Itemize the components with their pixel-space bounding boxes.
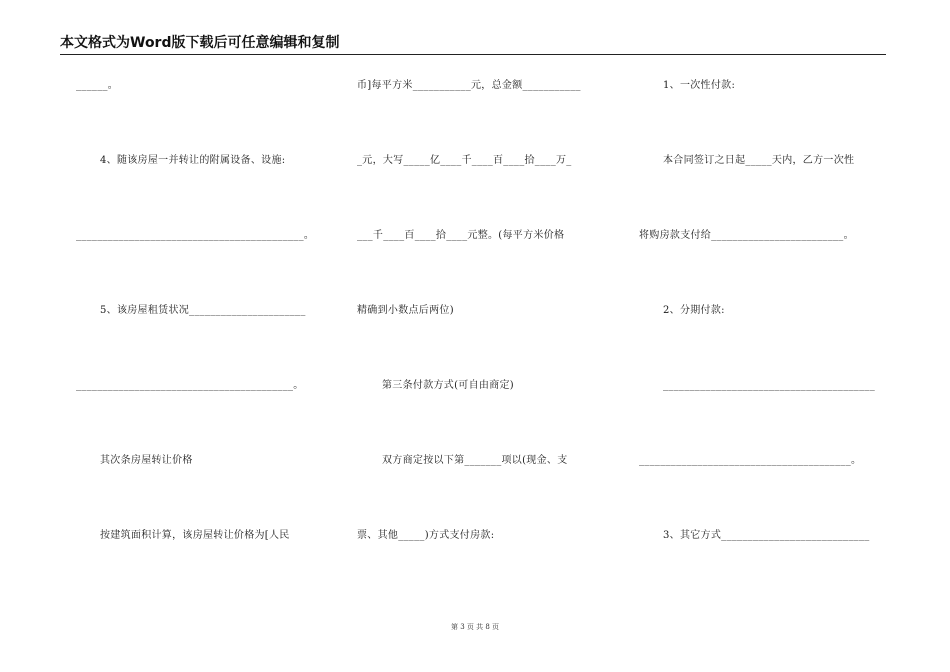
text-line: ________________________________________ <box>663 380 875 391</box>
text-line: ___千____百____拾____元整。(每平方米价格 <box>357 230 565 241</box>
text-line: 票、其他_____)方式支付房款: <box>357 530 495 541</box>
text-line: 其次条房屋转让价格 <box>100 455 193 466</box>
text-line: 3、其它方式____________________________ <box>663 530 870 541</box>
text-line: 按建筑面积计算，该房屋转让价格为[人民 <box>100 530 290 541</box>
column-3 <box>630 0 950 672</box>
text-line: 2、分期付款: <box>663 305 725 316</box>
text-line: 1、一次性付款: <box>663 80 736 91</box>
column-1 <box>0 0 330 672</box>
text-line: 双方商定按以下第_______项以(现金、支 <box>382 455 568 466</box>
text-line: ________________________________________。 <box>639 455 862 466</box>
text-line: _________________________________________。 <box>76 380 304 391</box>
text-line: 5、该房屋租赁状况______________________ <box>100 305 306 316</box>
page-number: 第 3 页 共 8 页 <box>450 623 500 631</box>
text-line: 将购房款支付给_________________________。 <box>639 230 854 241</box>
column-2 <box>330 0 630 672</box>
text-line: 第三条付款方式(可自由商定) <box>382 380 515 391</box>
text-line: 4、随该房屋一并转让的附属设备、设施: <box>100 155 286 166</box>
text-line: 币]每平方米___________元，总金额___________ <box>357 80 581 91</box>
text-line: ______。 <box>76 80 119 91</box>
header-title: 本文格式为Word版下载后可任意编辑和复制 <box>60 35 340 51</box>
text-line: 精确到小数点后两位) <box>357 305 454 316</box>
text-line: _元，大写_____亿____千____百____拾____万_ <box>357 155 572 166</box>
text-line: 本合同签订之日起_____天内，乙方一次性 <box>663 155 855 166</box>
text-line: ___________________________________________。 <box>76 230 315 241</box>
